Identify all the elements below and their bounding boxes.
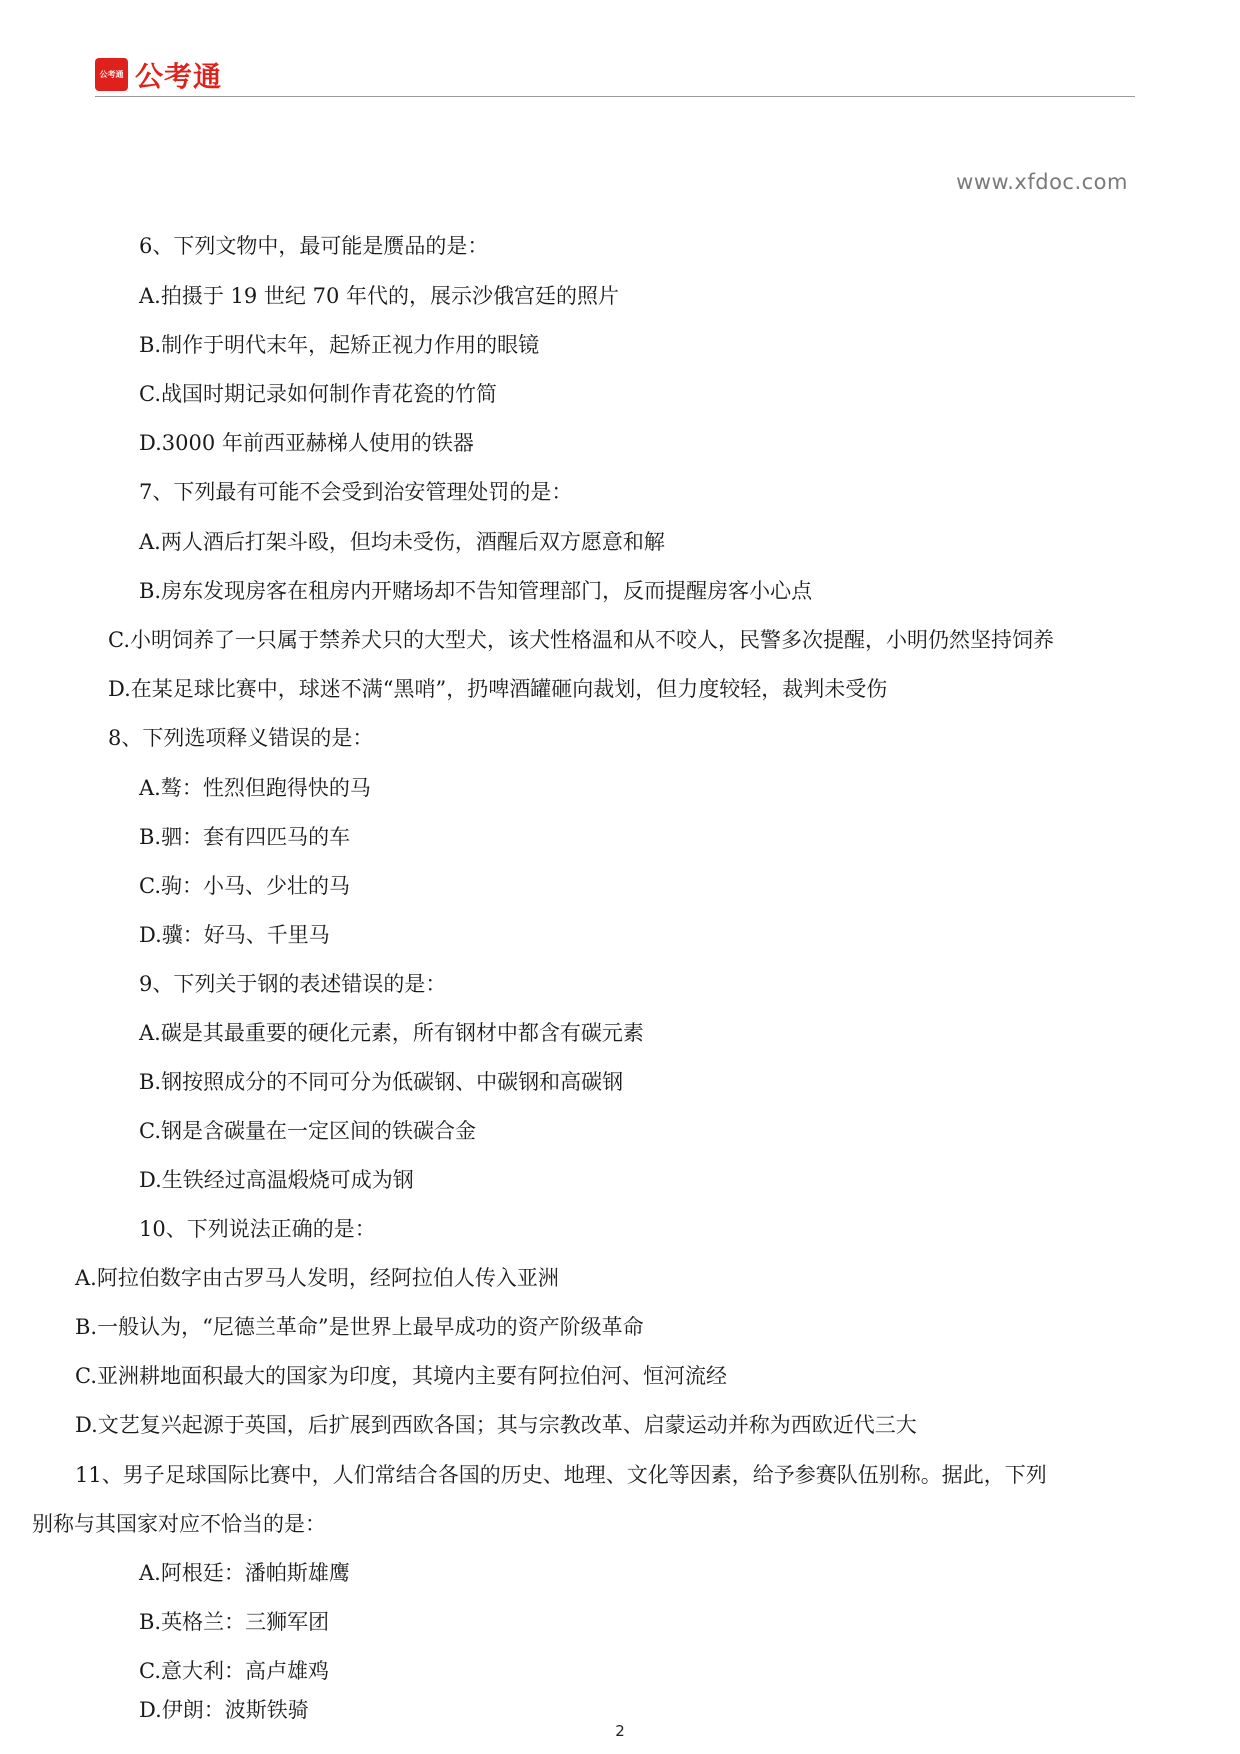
question-9-option-c: C.钢是含碳量在一定区间的铁碳合金 xyxy=(139,1119,476,1143)
question-10-option-b: B.一般认为，“尼德兰革命”是世界上最早成功的资产阶级革命 xyxy=(75,1315,644,1339)
question-6-option-c: C.战国时期记录如何制作青花瓷的竹简 xyxy=(139,382,497,406)
question-6-option-b: B.制作于明代末年，起矫正视力作用的眼镜 xyxy=(139,333,540,357)
logo-text: 公考通 xyxy=(135,60,223,93)
question-8-option-a: A.骜：性烈但跑得快的马 xyxy=(139,776,371,800)
question-10-option-d: D.文艺复兴起源于英国，后扩展到西欧各国；其与宗教改革、启蒙运动并称为西欧近代三大 xyxy=(75,1413,917,1437)
question-7-option-b: B.房东发现房客在租房内开赌场却不告知管理部门，反而提醒房客小心点 xyxy=(139,579,813,603)
question-7-option-d: D.在某足球比赛中，球迷不满“黑哨”，扔啤酒罐砸向裁划，但力度较轻，裁判未受伤 xyxy=(108,677,888,701)
question-11-stem: 11、男子足球国际比赛中，人们常结合各国的历史、地理、文化等因素，给予参赛队伍别称。据此，下列 xyxy=(75,1463,1047,1487)
question-7-option-c: C.小明饲养了一只属于禁养犬只的大型犬，该犬性格温和从不咬人，民警多次提醒，小明仍然坚持饲养 xyxy=(108,628,1054,652)
question-9-stem: 9、下列关于钢的表述错误的是： xyxy=(139,972,447,996)
page-number: 2 xyxy=(615,1722,625,1740)
question-6-option-a: A.拍摄于 19 世纪 70 年代的，展示沙俄宫廷的照片 xyxy=(139,284,619,308)
question-7-stem: 7、下列最有可能不会受到治安管理处罚的是： xyxy=(139,480,573,504)
question-8-option-b: B.驷：套有四匹马的车 xyxy=(139,825,351,849)
question-8-option-c: C.驹：小马、少壮的马 xyxy=(139,874,350,898)
question-11-stem-continued: 别称与其国家对应不恰当的是： xyxy=(32,1512,326,1536)
question-9-option-a: A.碳是其最重要的硬化元素，所有钢材中都含有碳元素 xyxy=(139,1021,644,1045)
question-8-option-d: D.骥：好马、千里马 xyxy=(139,923,330,947)
question-7-option-a: A.两人酒后打架斗殴，但均未受伤，酒醒后双方愿意和解 xyxy=(139,530,665,554)
logo-icon: 公考通 xyxy=(95,58,128,91)
header-divider xyxy=(95,96,1135,97)
question-11-option-b: B.英格兰：三狮军团 xyxy=(139,1610,330,1634)
question-10-option-a: A.阿拉伯数字由古罗马人发明，经阿拉伯人传入亚洲 xyxy=(75,1266,559,1290)
question-11-option-a: A.阿根廷：潘帕斯雄鹰 xyxy=(139,1561,350,1585)
question-6-stem: 6、下列文物中，最可能是赝品的是： xyxy=(139,234,489,258)
question-8-stem: 8、下列选项释义错误的是： xyxy=(108,726,374,750)
question-11-option-d: D.伊朗：波斯铁骑 xyxy=(139,1698,309,1722)
question-10-stem: 10、下列说法正确的是： xyxy=(139,1217,376,1241)
question-10-option-c: C.亚洲耕地面积最大的国家为印度，其境内主要有阿拉伯河、恒河流经 xyxy=(75,1364,727,1388)
question-9-option-d: D.生铁经过高温煅烧可成为钢 xyxy=(139,1168,414,1192)
question-11-option-c: C.意大利：高卢雄鸡 xyxy=(139,1659,329,1683)
question-6-option-d: D.3000 年前西亚赫梯人使用的铁器 xyxy=(139,431,474,455)
question-9-option-b: B.钢按照成分的不同可分为低碳钢、中碳钢和高碳钢 xyxy=(139,1070,624,1094)
watermark-url: www.xfdoc.com xyxy=(956,170,1128,194)
header xyxy=(95,58,1135,98)
